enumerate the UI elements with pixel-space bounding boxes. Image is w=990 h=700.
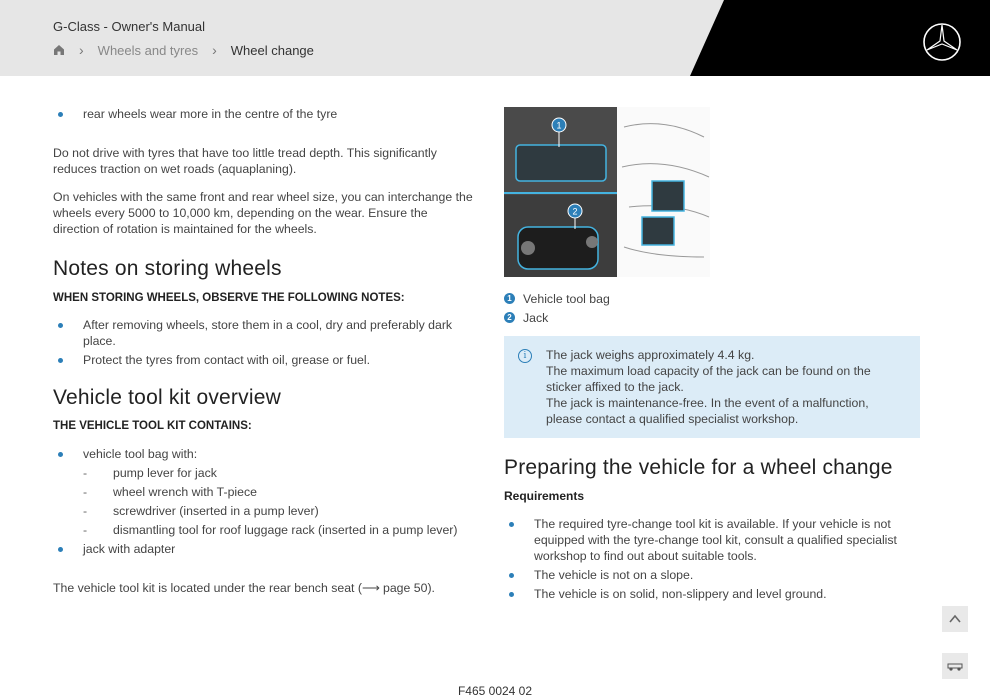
- list-item: After removing wheels, store them in a cool, dry and preferably dark place.: [53, 317, 473, 349]
- heading-preparing: Preparing the vehicle for a wheel change: [504, 456, 893, 479]
- list-item: Protect the tyres from contact with oil, grease or fuel.: [53, 352, 473, 368]
- list-item: The vehicle is not on a slope.: [504, 567, 924, 583]
- list-item: The required tyre-change tool kit is available. If your vehicle is not equipped with the tyre-change tool kit, consult a qualified specialist workshop to find out about suitable tools.: [504, 516, 924, 564]
- legend-item: [504, 289, 610, 308]
- callout-1: 1: [556, 120, 562, 131]
- tool-kit-illustration: [504, 107, 710, 277]
- note-line: The maximum load capacity of the jack can be found on the sticker affixed to the jack.: [546, 364, 871, 394]
- car-icon: [947, 661, 963, 671]
- chevron-right-icon: ›: [79, 42, 84, 58]
- mercedes-star-logo[interactable]: [922, 22, 962, 62]
- list-item: rear wheels wear more in the centre of the tyre: [53, 106, 473, 122]
- legend-number: 2: [504, 312, 515, 323]
- figure-code: F465 0024 02: [457, 684, 533, 698]
- legend-number: 1: [504, 293, 515, 304]
- note-line: The jack is maintenance-free. In the event of a malfunction, please contact a qualified specialist workshop.: [546, 396, 869, 426]
- list-item: vehicle tool bag with:: [53, 446, 473, 462]
- right-column: [504, 456, 924, 602]
- callout-2: 2: [572, 206, 578, 217]
- requirements-heading: Requirements: [504, 489, 585, 503]
- paragraph-tread: Do not drive with tyres that have too little tread depth. This significantly reduces traction on wet roads (aquaplaning).: [53, 146, 437, 176]
- heading-storing: Notes on storing wheels: [53, 257, 282, 280]
- scroll-to-top-button[interactable]: [942, 606, 968, 632]
- model-selector-button[interactable]: [942, 653, 968, 679]
- chevron-up-icon: [948, 612, 962, 626]
- breadcrumb-link-wheels[interactable]: Wheels and tyres: [97, 42, 199, 58]
- left-column: [53, 100, 473, 596]
- sub-list-item: - pump lever for jack: [53, 465, 473, 481]
- heading-toolkit: Vehicle tool kit overview: [53, 386, 281, 409]
- note-text: [546, 347, 876, 427]
- toolkit-location: The vehicle tool kit is located under the rear bench seat (⟶ page 50).: [53, 581, 435, 595]
- breadcrumb-current: Wheel change: [230, 42, 314, 58]
- list-item: The vehicle is on solid, non-slippery and level ground.: [504, 586, 924, 602]
- info-note: [504, 336, 920, 438]
- breadcrumb: [53, 42, 314, 58]
- home-icon[interactable]: [53, 44, 65, 56]
- note-line: The jack weighs approximately 4.4 kg.: [546, 348, 755, 362]
- sub-list-item: - screwdriver (inserted in a pump lever): [53, 503, 473, 519]
- legend-label: Vehicle tool bag: [523, 291, 610, 306]
- sub-list-item: - wheel wrench with T-piece: [53, 484, 473, 500]
- legend-label: Jack: [523, 310, 549, 325]
- storing-subheading: WHEN STORING WHEELS, OBSERVE THE FOLLOWING NOTES:: [53, 292, 405, 304]
- paragraph-interchange: On vehicles with the same front and rear wheel size, you can interchange the wheels every 5000 to 10,000 km, depending on the wear. Ensure the direction of rotation is maintained for the wheels.: [53, 190, 473, 236]
- toolkit-subheading: THE VEHICLE TOOL KIT CONTAINS:: [53, 420, 252, 432]
- header-bar: [0, 0, 990, 76]
- list-item: jack with adapter: [53, 541, 473, 557]
- legend-item: [504, 308, 610, 327]
- sub-list-item: - dismantling tool for roof luggage rack (inserted in a pump lever): [53, 522, 473, 538]
- chevron-right-icon: ›: [212, 42, 217, 58]
- info-icon: i: [518, 349, 532, 363]
- figure-legend: [504, 289, 610, 327]
- doc-title: G-Class - Owner's Manual: [53, 19, 206, 34]
